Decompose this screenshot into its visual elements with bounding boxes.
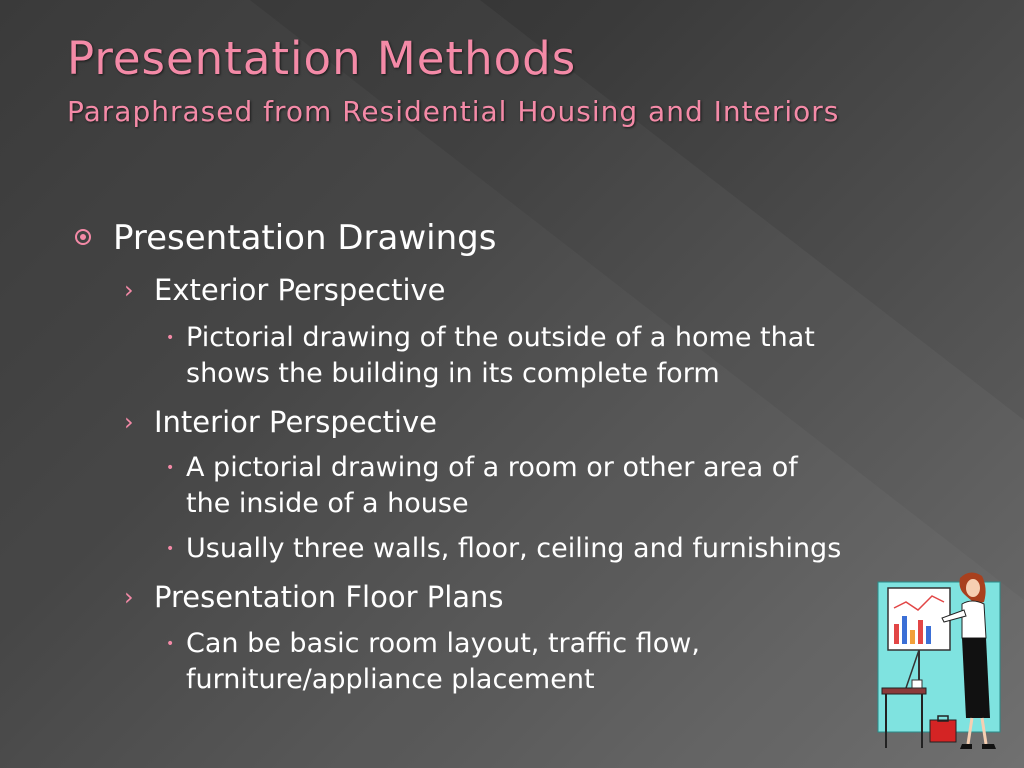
floorplans-desc-line-2: furniture/appliance placement	[186, 664, 595, 695]
exterior-desc-line-1: Pictorial drawing of the outside of a home that	[186, 322, 815, 353]
dot-icon: •	[166, 541, 175, 557]
bullet-presentation-floor-plans: Presentation Floor Plans	[154, 580, 504, 614]
bullet-interior-perspective: Interior Perspective	[154, 405, 437, 439]
slide-subtitle: Paraphrased from Residential Housing and Interiors	[67, 95, 840, 128]
presenter-woman-with-chart-icon	[872, 568, 1004, 754]
dot-icon: •	[166, 330, 175, 346]
interior-desc2: Usually three walls, floor, ceiling and furnishings	[186, 533, 842, 564]
bullet-presentation-drawings: Presentation Drawings	[113, 218, 497, 258]
chevron-right-icon: ›	[124, 276, 134, 304]
slide-title: Presentation Methods	[67, 32, 577, 85]
floorplans-desc-line-1: Can be basic room layout, traffic flow,	[186, 628, 700, 659]
exterior-desc-line-2: shows the building in its complete form	[186, 358, 720, 389]
interior-desc1-line-1: A pictorial drawing of a room or other area of	[186, 452, 798, 483]
dot-icon: •	[166, 636, 175, 652]
interior-desc1-line-2: the inside of a house	[186, 488, 469, 519]
chevron-right-icon: ›	[124, 408, 134, 436]
dot-icon: •	[166, 460, 175, 476]
target-circle-icon	[75, 229, 91, 245]
bullet-exterior-perspective: Exterior Perspective	[154, 273, 446, 307]
chevron-right-icon: ›	[124, 583, 134, 611]
